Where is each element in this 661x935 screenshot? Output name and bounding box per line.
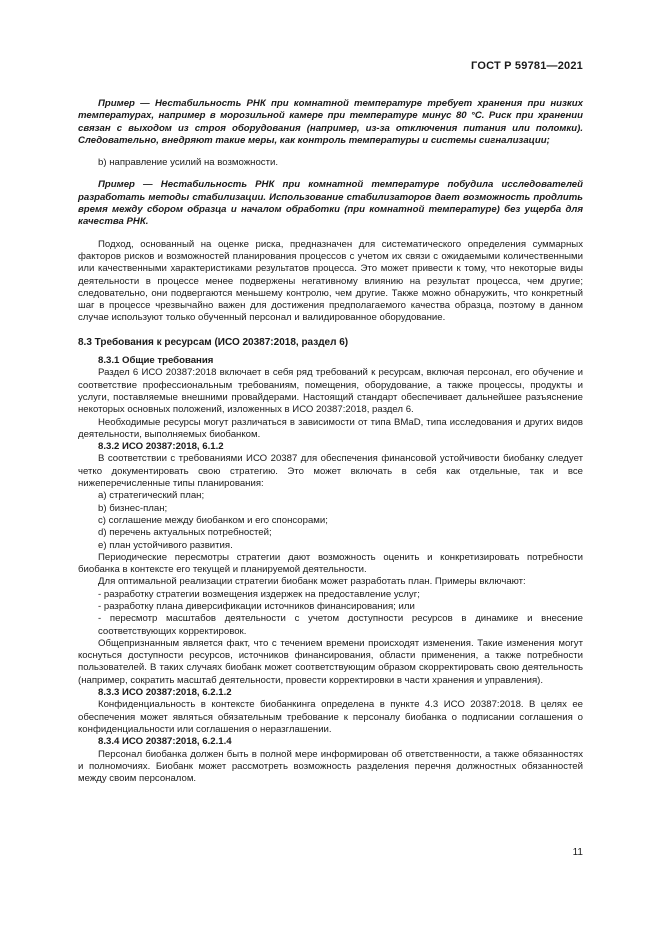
list-item: e) план устойчивого развития. — [98, 539, 233, 551]
subsection-heading-8-3-1: 8.3.1 Общие требования — [98, 355, 214, 367]
list-item: d) перечень актуальных потребностей; — [98, 527, 272, 539]
list-item: c) соглашение между биобанком и его спонсорами; — [98, 514, 328, 526]
document-id-header: ГОСТ Р 59781—2021 — [471, 60, 583, 72]
example-rna-storage: Пример — Нестабильность РНК при комнатной температуре требует хранения при низких температурах, например в морозильной камере при температуре минус 80 °C. Риск при хранении связан с выходом из строя оборудования (например, из-за отключения питания или поломки). Следовательно, внедряют такие меры, как контроль температуры и системы сигнализации; — [78, 98, 583, 146]
list-item: - разработку стратегии возмещения издержек на предоставление услуг; — [98, 588, 420, 600]
list-item-b: b) направление усилий на возможности. — [98, 157, 278, 169]
list-item: b) бизнес-план; — [98, 502, 168, 514]
paragraph-8-3-4: Персонал биобанка должен быть в полной мере информирован об ответственности, а также обязанностях и полномочиях. Биобанк может рассмотреть возможность разделения перечня должностных обязанностей между своим персоналом. — [78, 748, 583, 785]
paragraph-8-3-2-d: Общепризнанным является факт, что с течением времени происходят изменения. Такие изменения могут коснуться доступности ресурсов, источников финансирования, области применения, а также потребности пользователей. В таких случаях биобанк может соответствующим образом скорректировать свою деятельность (например, сократить масштаб деятельности, провести корректировки в части хранения и управления). — [78, 637, 583, 686]
subsection-heading-8-3-2: 8.3.2 ИСО 20387:2018, 6.1.2 — [98, 441, 224, 453]
subsection-heading-8-3-3: 8.3.3 ИСО 20387:2018, 6.2.1.2 — [98, 687, 232, 699]
page-number: 11 — [572, 847, 583, 858]
paragraph-8-3-2-b: Периодические пересмотры стратегии дают возможность оценить и конкретизировать потребности биобанка в контексте его текущей и планируемой деятельности. — [78, 551, 583, 576]
paragraph-8-3-2-c: Для оптимальной реализации стратегии биобанк может разработать план. Примеры включают: — [98, 576, 526, 588]
paragraph-8-3-2-a: В соответствии с требованиями ИСО 20387 для обеспечения финансовой устойчивости биобанку следует четко документировать свою стратегию. Это может включать в себя как отдельные, так и все нижеперечисленные типы планирования: — [78, 453, 583, 490]
planning-types-list — [78, 490, 583, 551]
paragraph-8-3-3: Конфиденциальность в контексте биобанкинга определена в пункте 4.3 ИСО 20387:2018. В целях ее обеспечения может являться обязательным требование к персоналу биобанка о подписании соглашения о конфиденциальности или соглашения о неразглашении. — [78, 699, 583, 735]
page-content — [78, 98, 583, 785]
paragraph-8-3-1-b: Необходимые ресурсы могут различаться в зависимости от типа BMaD, типа исследования и других видов деятельности, выполняемых биобанком. — [78, 416, 583, 440]
section-heading-8-3: 8.3 Требования к ресурсам (ИСО 20387:2018, раздел 6) — [78, 336, 349, 348]
paragraph-8-3-1-a: Раздел 6 ИСО 20387:2018 включает в себя ряд требований к ресурсам, включая персонал, его обучение и соответствие профессиональным требованиям, помещения, оборудование, а также процессы, продукты и услуги, поставляемые внешними провайдерами. Настоящий стандарт обеспечивает дальнейшее разъяснение некоторых основных положений, изложенных в ИСО 20387:2018, раздел 6. — [78, 367, 583, 416]
list-item: a) стратегический план; — [98, 490, 205, 502]
paragraph-risk-approach: Подход, основанный на оценке риска, предназначен для систематического определения суммарных факторов рисков и возможностей планирования процессов с учетом их связи с ожидаемыми количественными или качественными характеристиками результатов процесса. Это может привести к тому, что некоторые виды деятельности в процессе менее подвержены негативному влиянию на результат процесса, чем другие; следовательно, они подвергаются меньшему контролю, чем другие. Также можно обнаружить, что конкретный шаг в процессе чрезвычайно важен для достижения предполагаемого качества образца, поэтому в данном случае используют только обученный персонал и валидированное оборудование. — [78, 238, 583, 324]
subsection-heading-8-3-4: 8.3.4 ИСО 20387:2018, 6.2.1.4 — [98, 736, 232, 748]
list-item: - разработку плана диверсификации источников финансирования; или — [98, 600, 415, 612]
example-rna-stabilization: Пример — Нестабильность РНК при комнатной температуре побудила исследователей разработать методы стабилизации. Использование стабилизаторов дает возможность продлить время между сбором образца и началом обработки (при комнатной температуре) без ущерба для качества РНК. — [78, 179, 583, 228]
plan-examples-list — [78, 589, 583, 638]
list-item: - пересмотр масштабов деятельности с учетом доступности ресурсов в динамике и внесение соответствующих корректировок. — [98, 613, 583, 637]
